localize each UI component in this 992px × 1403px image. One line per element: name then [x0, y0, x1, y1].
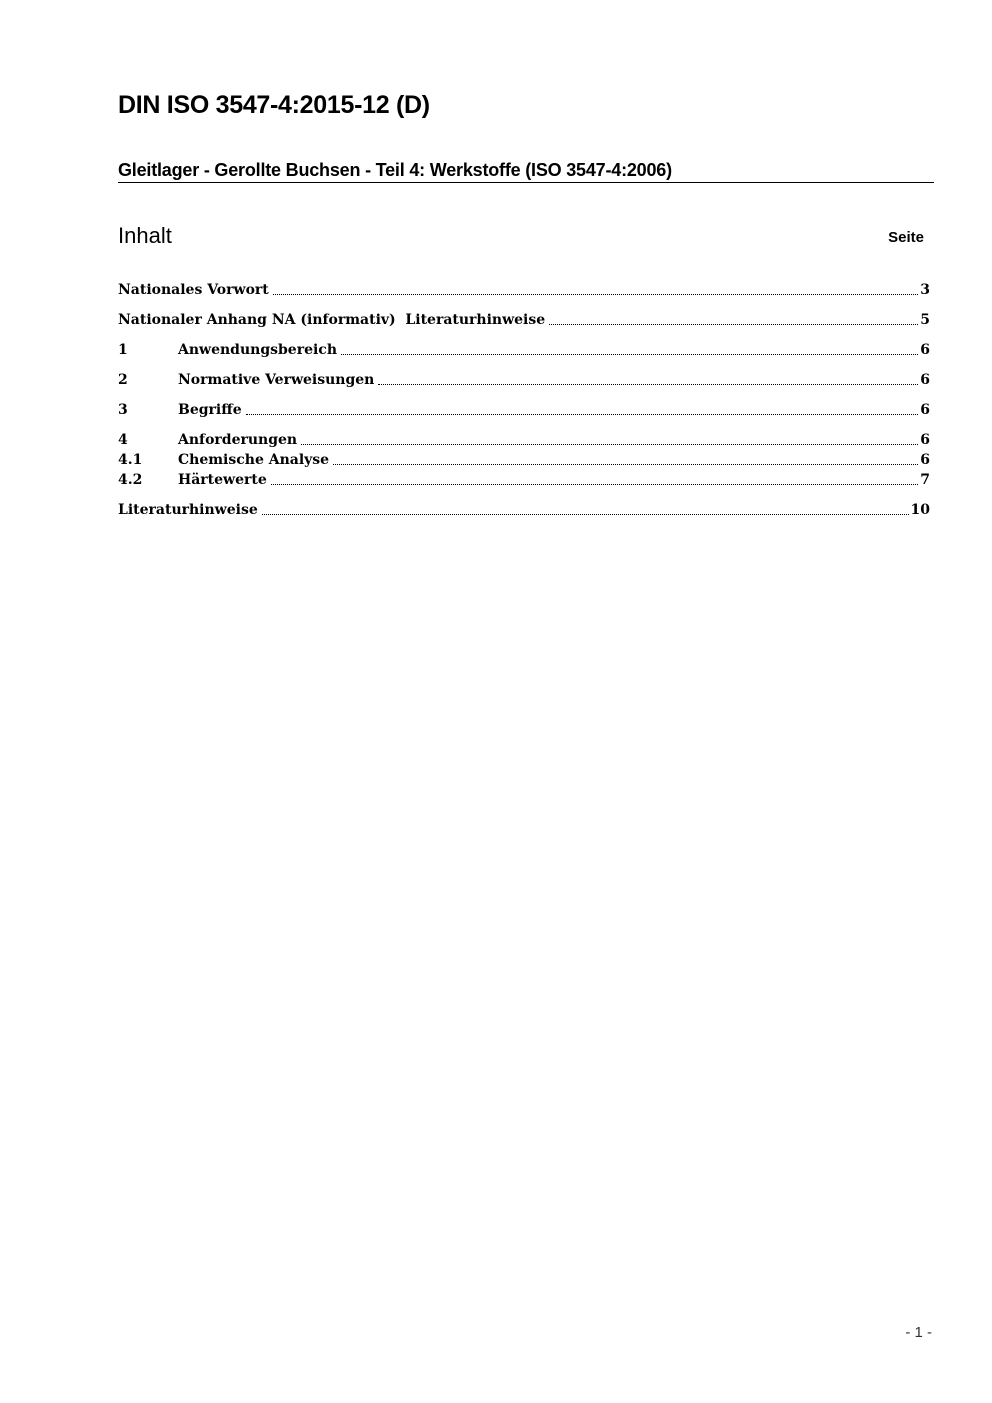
toc-entry-label: Begriffe — [178, 402, 242, 418]
toc-entry-label: Anforderungen — [178, 432, 298, 448]
toc-entry-nationales-vorwort[interactable] — [118, 280, 930, 300]
toc-heading: Inhalt — [118, 223, 172, 248]
toc-entry-page: 6 — [920, 402, 930, 418]
toc-dot-leader — [273, 294, 919, 295]
toc-dot-leader — [301, 444, 918, 445]
page-number: - 1 - — [905, 1324, 932, 1341]
toc-entry-anwendungsbereich[interactable] — [118, 340, 930, 360]
toc-dot-leader — [378, 384, 918, 385]
toc-entry-page: 6 — [920, 372, 930, 388]
toc-entry-label: Literaturhinweise — [118, 502, 258, 518]
toc-entry-page: 7 — [920, 472, 930, 488]
toc-dot-leader — [271, 484, 918, 485]
toc-entry-begriffe[interactable] — [118, 400, 930, 420]
toc-entry-label: Nationales Vorwort — [118, 282, 269, 298]
toc-entry-literaturhinweise[interactable] — [118, 500, 930, 520]
toc-entry-label: Anwendungsbereich — [178, 342, 337, 358]
toc-entry-number: 4.2 — [118, 472, 143, 488]
document-title: DIN ISO 3547-4:2015-12 (D) — [118, 91, 430, 119]
toc-entry-haertewerte[interactable] — [118, 470, 930, 490]
document-subtitle: Gleitlager - Gerollte Buchsen - Teil 4: Werkstoffe (ISO 3547-4:2006) — [118, 159, 934, 183]
toc-entry-page: 5 — [920, 312, 930, 328]
toc-entry-chemische-analyse[interactable] — [118, 450, 930, 470]
toc-entry-label: Normative Verweisungen — [178, 372, 375, 388]
toc-entry-normative-verweisungen[interactable] — [118, 370, 930, 390]
table-of-contents — [118, 280, 930, 520]
toc-entry-label: Härtewerte — [178, 472, 267, 488]
toc-entry-nationaler-anhang[interactable] — [118, 310, 930, 330]
toc-entry-page: 3 — [920, 282, 930, 298]
toc-page-column-label: Seite — [888, 229, 924, 246]
toc-entry-number: 4 — [118, 432, 128, 448]
toc-dot-leader — [341, 354, 918, 355]
toc-entry-page: 10 — [910, 502, 930, 518]
toc-entry-page: 6 — [920, 452, 930, 468]
toc-dot-leader — [549, 324, 918, 325]
toc-entry-label: Nationaler Anhang NA (informativ) Literaturhinweise — [118, 312, 546, 328]
toc-dot-leader — [262, 514, 909, 515]
toc-entry-number: 2 — [118, 372, 128, 388]
toc-entry-label: Chemische Analyse — [178, 452, 330, 468]
toc-entry-number: 4.1 — [118, 452, 143, 468]
toc-entry-number: 1 — [118, 342, 128, 358]
toc-entry-number: 3 — [118, 402, 128, 418]
toc-dot-leader — [333, 464, 918, 465]
toc-entry-anforderungen[interactable] — [118, 430, 930, 450]
toc-dot-leader — [246, 414, 919, 415]
toc-entry-page: 6 — [920, 432, 930, 448]
toc-entry-page: 6 — [920, 342, 930, 358]
